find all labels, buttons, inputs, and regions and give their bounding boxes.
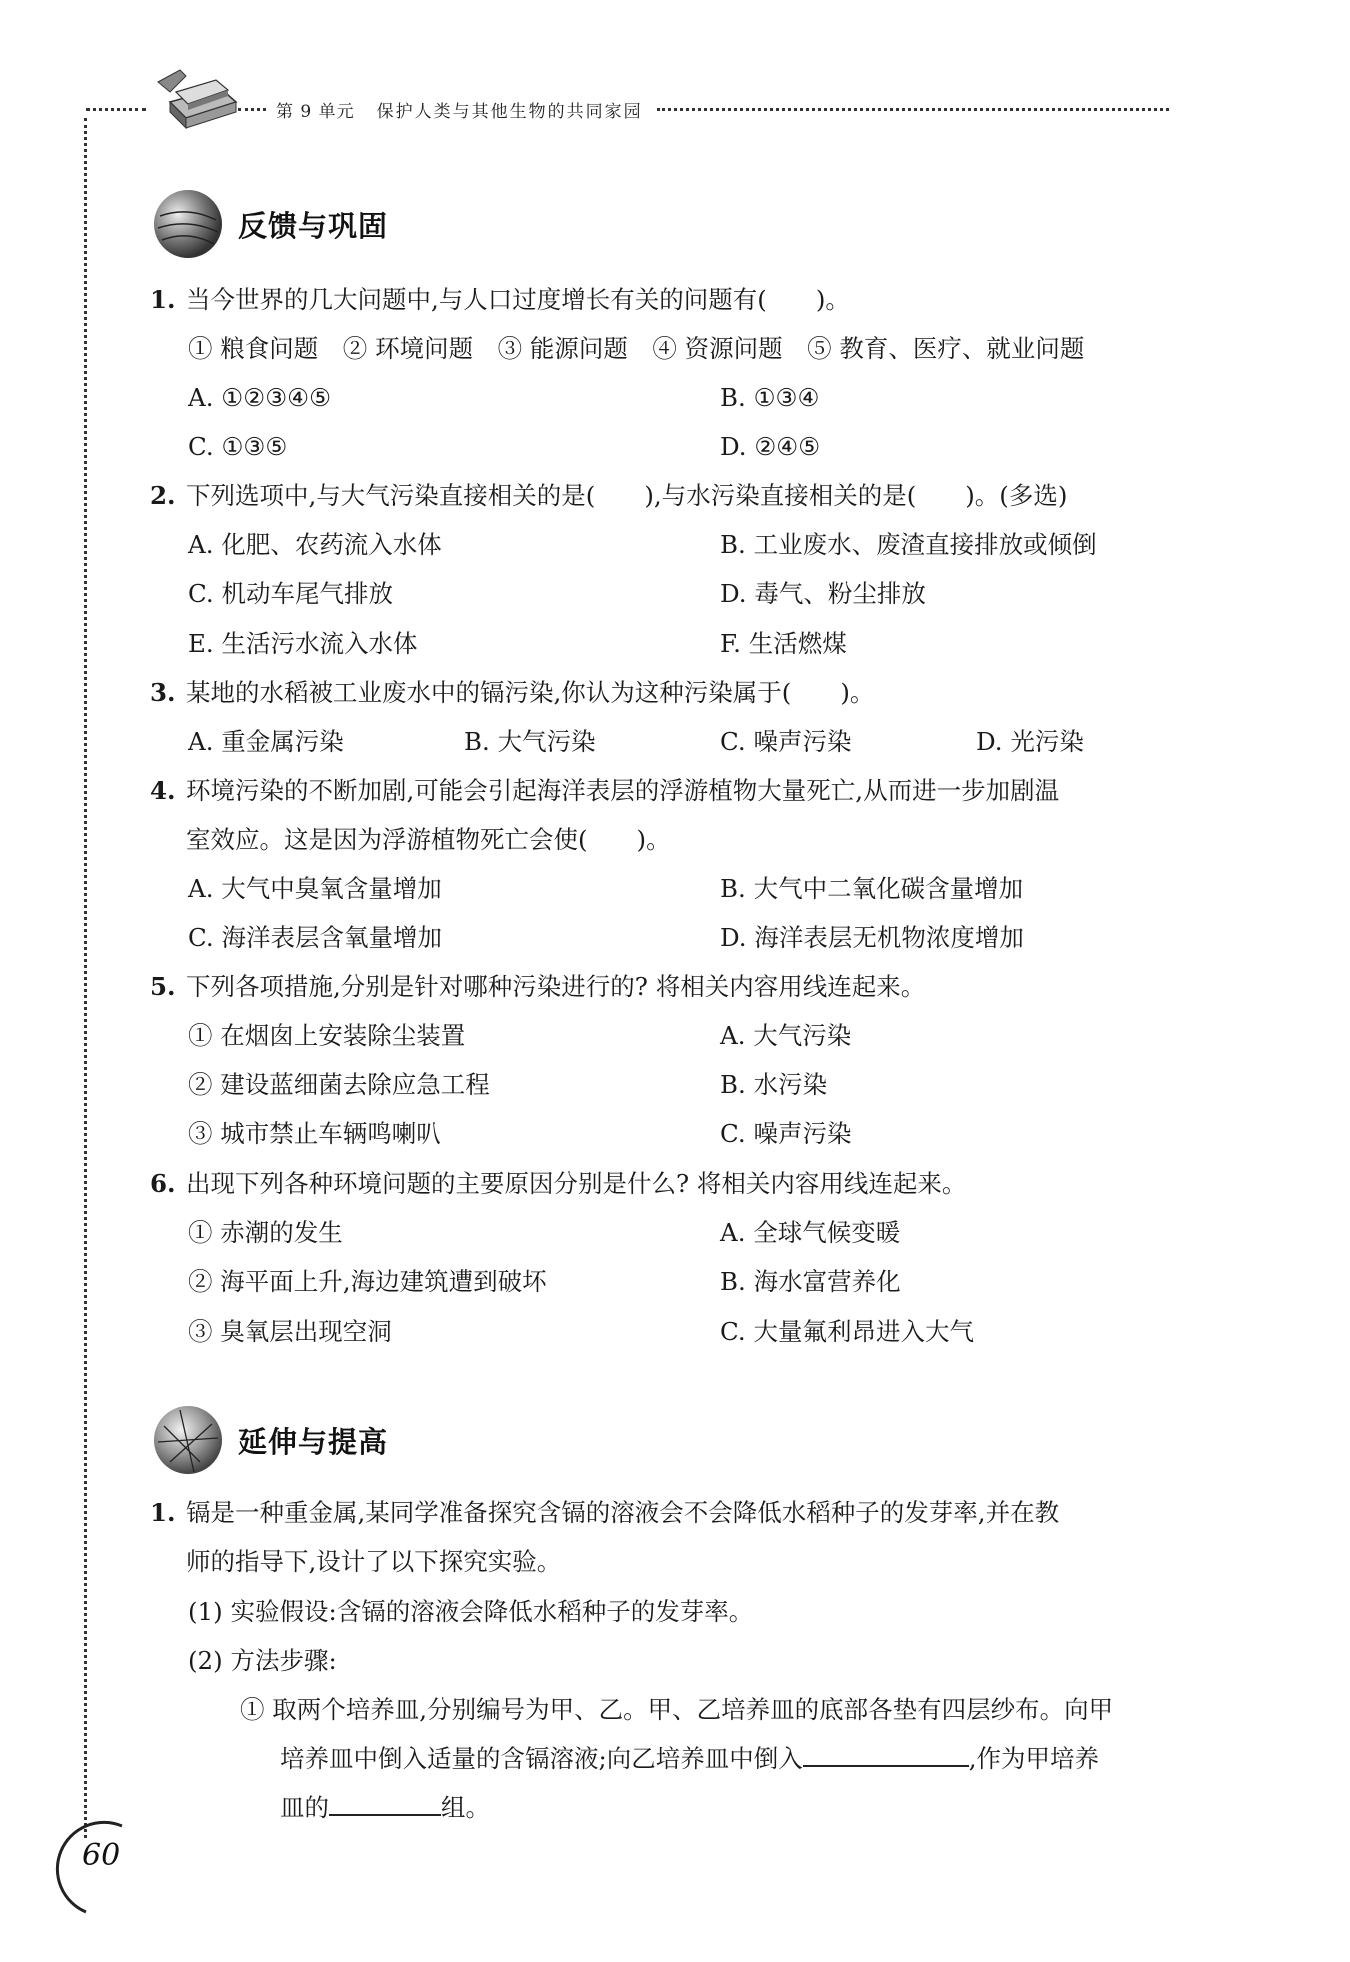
match-left-1: ① 在烟囱上安装除尘装置 <box>188 1021 466 1050</box>
experiment-step-1-cont <box>280 1741 1099 1777</box>
question-2-stem <box>150 478 1067 514</box>
question-5-stem <box>150 969 925 1005</box>
question-number: 3. <box>150 678 176 707</box>
option-b: B. ①③④ <box>720 383 820 412</box>
match-left-1: ① 赤潮的发生 <box>188 1218 343 1247</box>
question-4-stem <box>150 773 1059 809</box>
question-text: 当今世界的几大问题中,与人口过度增长有关的问题有( )。 <box>186 285 850 314</box>
question-3-stem <box>150 675 874 711</box>
question-1-stem <box>150 282 850 318</box>
fill-in-blank[interactable] <box>803 1741 969 1767</box>
book-stack-icon <box>150 62 240 142</box>
unit-label: 第 9 单元 <box>276 101 355 122</box>
question-text: 下列各项措施,分别是针对哪种污染进行的? 将相关内容用线连起来。 <box>186 972 926 1001</box>
option-d: D. 毒气、粉尘排放 <box>720 579 926 608</box>
header-dots <box>238 108 266 111</box>
match-right-b: B. 水污染 <box>720 1070 828 1099</box>
margin-dotted-rule <box>84 118 87 1838</box>
option-d: D. 光污染 <box>976 727 1084 756</box>
extension-question-1-stem <box>150 1495 1059 1531</box>
header-dotted-rule-left <box>86 108 146 111</box>
option-b: B. 大气污染 <box>464 727 596 756</box>
sphere-icon <box>150 186 226 262</box>
option-f: F. 生活燃煤 <box>720 629 847 658</box>
experiment-method-label: (2) 方法步骤: <box>188 1646 337 1675</box>
fill-in-blank[interactable] <box>329 1790 441 1816</box>
option-a: A. 大气中臭氧含量增加 <box>188 874 442 903</box>
question-number: 1. <box>150 285 176 314</box>
page-number: 60 <box>82 1838 121 1873</box>
match-right-a: A. 大气污染 <box>720 1021 852 1050</box>
option-d: D. 海洋表层无机物浓度增加 <box>720 923 1024 952</box>
question-number: 5. <box>150 972 176 1001</box>
question-1-items: ① 粮食问题 ② 环境问题 ③ 能源问题 ④ 资源问题 ⑤ 教育、医疗、就业问题 <box>188 334 1085 363</box>
match-left-3: ③ 臭氧层出现空洞 <box>188 1317 392 1346</box>
step-text: 组。 <box>441 1793 490 1822</box>
question-number: 1. <box>150 1498 176 1527</box>
section-title-feedback <box>150 186 388 262</box>
header-dots <box>657 108 1169 111</box>
question-number: 6. <box>150 1169 176 1198</box>
sphere-icon <box>150 1402 226 1478</box>
option-c: C. 机动车尾气排放 <box>188 579 393 608</box>
match-left-2: ② 建设蓝细菌去除应急工程 <box>188 1070 490 1099</box>
question-text: 镉是一种重金属,某同学准备探究含镉的溶液会不会降低水稻种子的发芽率,并在教 <box>186 1498 1060 1527</box>
option-a: A. 重金属污染 <box>188 727 344 756</box>
question-4-stem-cont: 室效应。这是因为浮游植物死亡会使( )。 <box>186 825 671 854</box>
option-c: C. ①③⑤ <box>188 432 288 461</box>
option-c: C. 海洋表层含氧量增加 <box>188 923 442 952</box>
option-d: D. ②④⑤ <box>720 432 821 461</box>
option-c: C. 噪声污染 <box>720 727 852 756</box>
question-number: 2. <box>150 481 176 510</box>
option-b: B. 大气中二氧化碳含量增加 <box>720 874 1024 903</box>
extension-question-1-stem-cont: 师的指导下,设计了以下探究实验。 <box>186 1547 562 1576</box>
option-a: A. ①②③④⑤ <box>188 383 332 412</box>
match-left-3: ③ 城市禁止车辆鸣喇叭 <box>188 1119 441 1148</box>
running-header <box>238 94 1169 124</box>
experiment-step-1: ① 取两个培养皿,分别编号为甲、乙。甲、乙培养皿的底部各垫有四层纱布。向甲 <box>240 1695 1114 1724</box>
match-right-a: A. 全球气候变暖 <box>720 1218 901 1247</box>
step-text: 皿的 <box>280 1793 329 1822</box>
question-6-stem <box>150 1166 966 1202</box>
section-title-text: 反馈与巩固 <box>238 208 389 243</box>
question-text: 某地的水稻被工业废水中的镉污染,你认为这种污染属于( )。 <box>186 678 875 707</box>
question-text: 出现下列各种环境问题的主要原因分别是什么? 将相关内容用线连起来。 <box>186 1169 967 1198</box>
match-right-c: C. 噪声污染 <box>720 1119 852 1148</box>
option-a: A. 化肥、农药流入水体 <box>188 530 442 559</box>
step-text: 培养皿中倒入适量的含镉溶液;向乙培养皿中倒入 <box>280 1744 803 1773</box>
option-b: B. 工业废水、废渣直接排放或倾倒 <box>720 530 1097 559</box>
unit-title: 保护人类与其他生物的共同家园 <box>376 101 643 122</box>
question-text: 环境污染的不断加剧,可能会引起海洋表层的浮游植物大量死亡,从而进一步加剧温 <box>186 776 1060 805</box>
section-title-extension <box>150 1402 388 1478</box>
question-number: 4. <box>150 776 176 805</box>
experiment-hypothesis: (1) 实验假设:含镉的溶液会降低水稻种子的发芽率。 <box>188 1597 754 1626</box>
match-left-2: ② 海平面上升,海边建筑遭到破坏 <box>188 1267 547 1296</box>
experiment-step-1-cont2 <box>280 1790 490 1826</box>
section-title-text: 延伸与提高 <box>238 1424 389 1459</box>
option-e: E. 生活污水流入水体 <box>188 629 418 658</box>
step-text: ,作为甲培养 <box>968 1744 1100 1773</box>
match-right-b: B. 海水富营养化 <box>720 1267 901 1296</box>
question-text: 下列选项中,与大气污染直接相关的是( ),与水污染直接相关的是( )。(多选) <box>186 481 1068 510</box>
match-right-c: C. 大量氟利昂进入大气 <box>720 1317 974 1346</box>
